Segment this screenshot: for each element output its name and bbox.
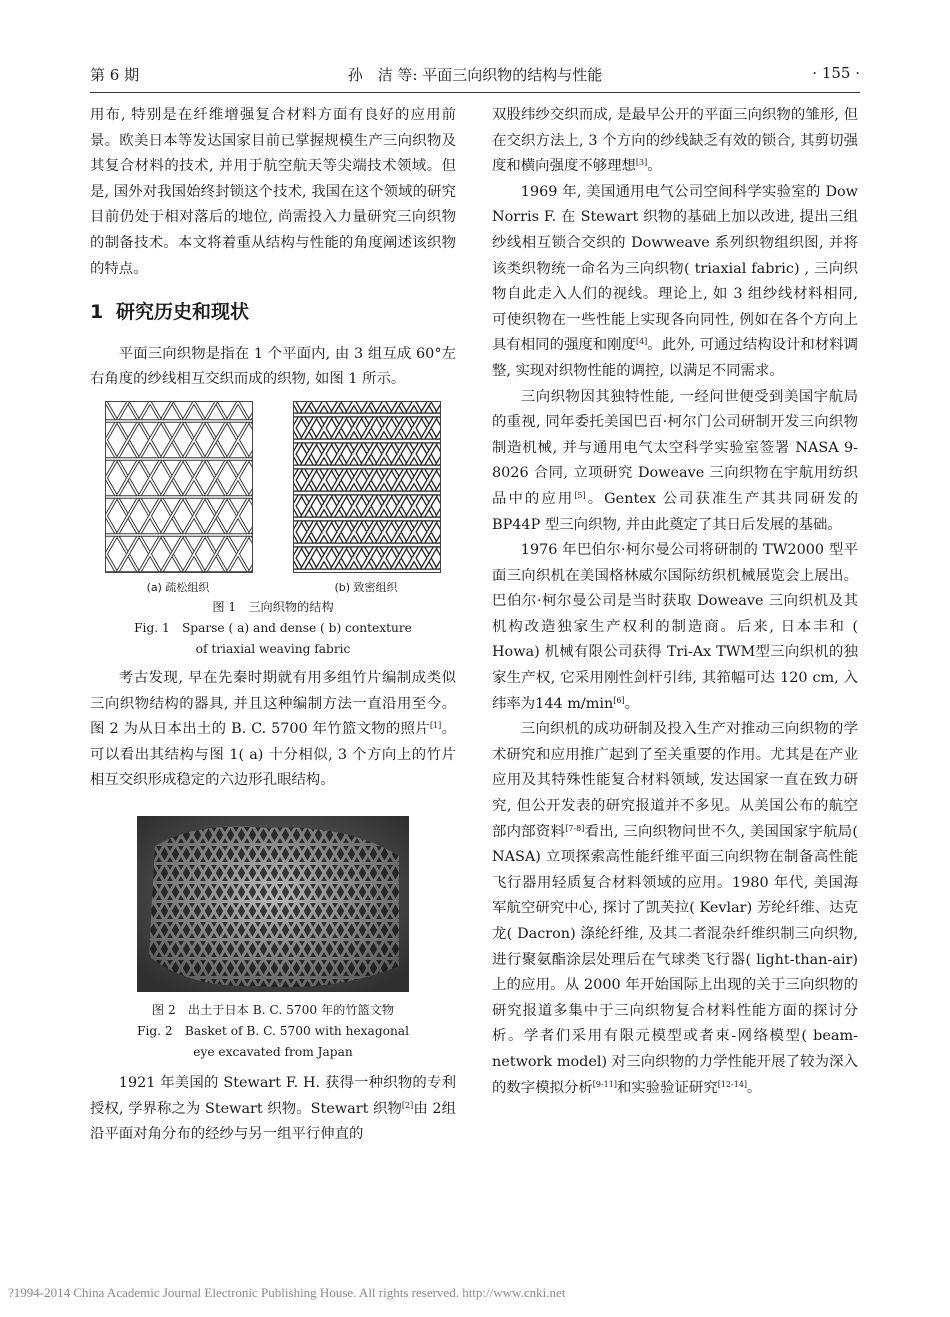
figure-2-caption-cn: 图 2 出土于日本 B. C. 5700 年的竹篮文物 <box>151 1002 395 1017</box>
figure-1-caption-en-cont: of triaxial weaving fabric <box>195 641 351 656</box>
paragraph: 双股纬纱交织而成, 是最早公开的平面三向织物的雏形, 但在交织方法上, 3 个方向的纱线缺乏有效的锁合, 其剪切强度和横向强度不够理想[3]。 <box>492 107 858 175</box>
right-column <box>492 103 858 1101</box>
paragraph: 1921 年美国的 Stewart F. H. 获得一种织物的专利授权, 学界称之为 Stewart 织物。Stewart 织物[2]由 2组沿平面对角分布的经纱与另一组平行伸直的 <box>90 1074 457 1143</box>
citation: [4] <box>635 337 648 347</box>
header-rule <box>90 92 860 93</box>
citation: [7-8] <box>565 823 585 833</box>
panel-a-label: (a) 疏松组织 <box>146 580 210 594</box>
running-header <box>90 64 860 88</box>
figure-2 <box>90 816 456 1063</box>
citation: [2] <box>401 1100 414 1110</box>
paragraph: 考古发现, 早在先秦时期就有用多组竹片编制成类似三向织物结构的器具, 并且这种编制方法一直沿用至今。图 2 为从日本出土的 B. C. 5700 年竹篮文物的照片[1]。可以看出其结构与图 1( a) 十分相似, 3 个方向上的竹片相互交织形成稳定的六边形孔眼结构。 <box>90 669 456 789</box>
paragraph: 三向织机的成功研制及投入生产对推动三向织物的学术研究和应用推广起到了至关重要的作用。尤其是在产业应用及其特殊性能复合材料领域, 发达国家一直在致力研究, 但公开发表的研究报道并不多见。从美国公布的航空部内部资料[7-8]看出, 三向织物问世不久, 美国国家宇航局( NASA) 立项探索高性能纤维平面三向织物在制备高性能飞行器用轻质复合材料领域的应用。1980 年代, 美国海军航空研究中心, 探讨了凯芙拉( Kevlar) 芳纶纤维、达克龙( Dacron) 涤纶纤维, 及其二者混杂纤维织制三向织物, 进行聚氨酯涂层处理后在气球类飞行器( light-than-air) 上的应用。从 2000 年开始国际上出现的关于三向织物的研究报道多集中于三向织物复合材料性能方面的探讨分析。学者们采用有限元模型或者束-网络模型( beam-network model) 对三向织物的力学性能开展了较为深入的数字模拟分析[9-11]和实验验证研究[12-14]。 <box>492 721 858 1096</box>
citation: [3] <box>635 158 648 168</box>
paragraph: 用布, 特别是在纤维增强复合材料方面有良好的应用前景。欧美日本等发达国家目前已掌握规模生产三向织物及其复合材料的技术, 并用于航空航天等尖端技术领域。但是, 国外对我国始终封锁这个技术, 我国在这个领域的研究目前仍处于相对落后的地位, 尚需投入力量研究三向织物的制备技术。本文将着重从结构与性能的角度阐述该织物的特点。 <box>90 107 456 277</box>
bamboo-basket-photo <box>137 816 409 992</box>
dense-weave-diagram <box>293 401 441 573</box>
section-heading <box>90 300 456 326</box>
citation: [12-14] <box>717 1079 748 1089</box>
figure-2-caption-en: Fig. 2 Basket of B. C. 5700 with hexagonal <box>137 1023 409 1038</box>
paragraph: 三向织物因其独特性能, 一经问世便受到美国宇航局的重视, 同年委托美国巴百·柯尔门公司研制开发三向织物制造机械, 并与通用电气太空科学实验室签署 NASA 9-8026 合同, 立项研究 Doweave 三向织物在宇航用纺织品中的应用[5]。Gentex 公司获准生产其共同研发的 BP44P 型三向织物, 并由此奠定了其日后发展的基础。 <box>492 388 858 533</box>
left-column <box>90 103 456 1148</box>
sparse-weave-diagram <box>105 401 253 573</box>
paragraph: 1969 年, 美国通用电气公司空间科学实验室的 Dow Norris F. 在 Stewart 织物的基础上加以改进, 提出三组纱线相互锁合交织的 Dowweave 系列织物组织图, 并将该类织物统一命名为三向织物( triaxial fabric) , 三向织物自此走入人们的视线。理论上, 如 3 组纱线材料相同, 可使织物在一些性能上实现各向同性, 例如在各个方向上具有相同的强度和刚度[4]。此外, 可通过结构设计和材料调整, 实现对织物性能的调控, 以满足不同需求。 <box>492 183 858 379</box>
page-number: · 155 · <box>812 64 860 82</box>
figure-1-caption-cn: 图 1 三向织物的结构 <box>212 599 334 614</box>
figure-1 <box>90 401 456 660</box>
citation: [9-11] <box>592 1079 617 1089</box>
issue-number: 第 6 期 <box>90 66 140 84</box>
figure-2-caption-en-cont: eye excavated from Japan <box>193 1044 353 1059</box>
citation: [5] <box>574 490 586 500</box>
section-title: 研究历史和现状 <box>116 301 250 324</box>
paragraph: 1976 年巴伯尔·柯尔曼公司将研制的 TW2000 型平面三向织机在美国格林威尔国际纺织机械展览会上展出。巴伯尔·柯尔曼公司是当时获取 Doweave 三向织机及其机构改造独家生产权利的制造商。后来, 日本丰和 ( Howa) 机械有限公司获得 Tri-Ax TWM型三向织机的独家生产权, 它采用刚性剑杆引纬, 其筘幅可达 120 cm, 入纬率为144 m/min[6]。 <box>492 542 858 712</box>
running-title: 孙 洁 等: 平面三向织物的结构与性能 <box>347 66 603 84</box>
panel-b-label: (b) 致密组织 <box>334 580 398 594</box>
paragraph: 平面三向织物是指在 1 个平面内, 由 3 组互成 60°左右角度的纱线相互交织而成的织物, 如图 1 所示。 <box>90 345 456 388</box>
section-number: 1 <box>90 301 104 324</box>
citation: [1] <box>429 721 442 731</box>
copyright-footer: ?1994-2014 China Academic Journal Electronic Publishing House. All rights reserved. http://www.cnki.net <box>8 1285 566 1300</box>
citation: [6] <box>613 695 625 705</box>
figure-1-caption-en: Fig. 1 Sparse ( a) and dense ( b) contexture <box>134 620 412 635</box>
